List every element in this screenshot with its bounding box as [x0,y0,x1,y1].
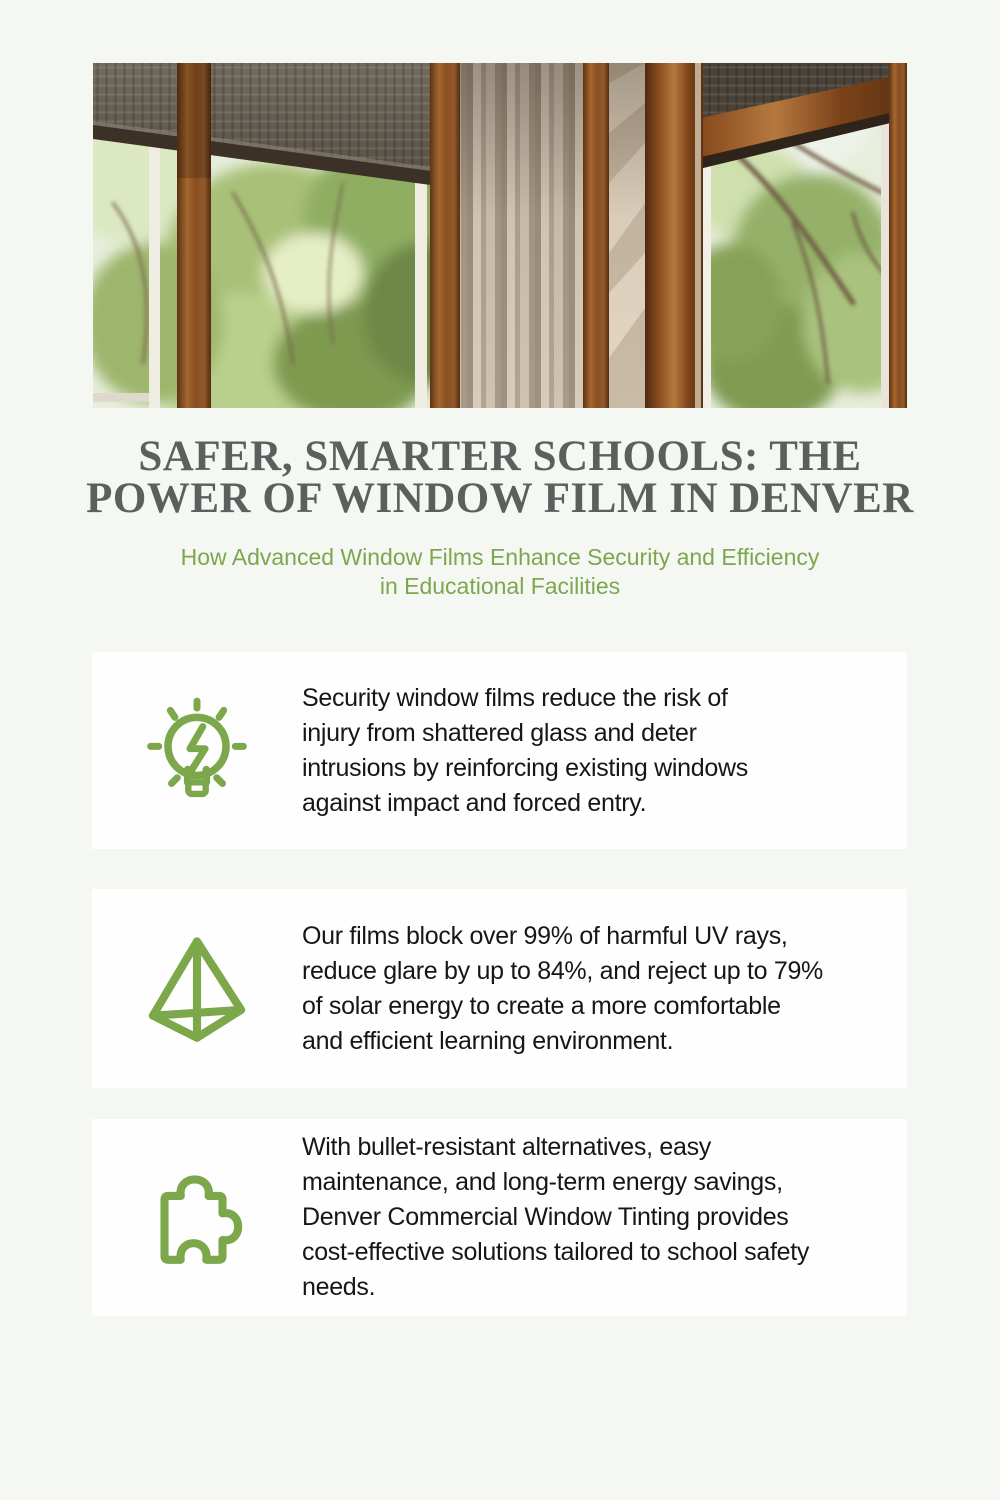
hero-photo [93,63,907,408]
puzzle-piece-icon [92,1160,302,1276]
card-text: Security window films reduce the risk of injury from shattered glass and deter intrusions by reinforcing existing windows against impact and forced entry. [302,683,748,817]
window-photo-illustration [93,63,907,408]
card-text: Our films block over 99% of harmful UV rays, reduce glare by up to 84%, and reject up to 79% of solar energy to create a more comfortable and efficient learning environment. [302,921,823,1055]
info-card-security [92,652,907,849]
pyramid-icon [92,931,302,1047]
lightbulb-bolt-icon [92,693,302,809]
page-subtitle: How Advanced Window Films Enhance Security and Efficiency in Educational Facilities [180,544,820,599]
info-card-uv-protection [92,889,907,1088]
info-card-solutions [92,1119,907,1316]
page-title: SAFER, SMARTER SCHOOLS: THE POWER OF WINDOW FILM IN DENVER [86,433,914,522]
card-text: With bullet-resistant alternatives, easy maintenance, and long-term energy savings, Denver Commercial Window Tinting provides cost-effective solutions tailored to school safety needs. [302,1133,810,1301]
